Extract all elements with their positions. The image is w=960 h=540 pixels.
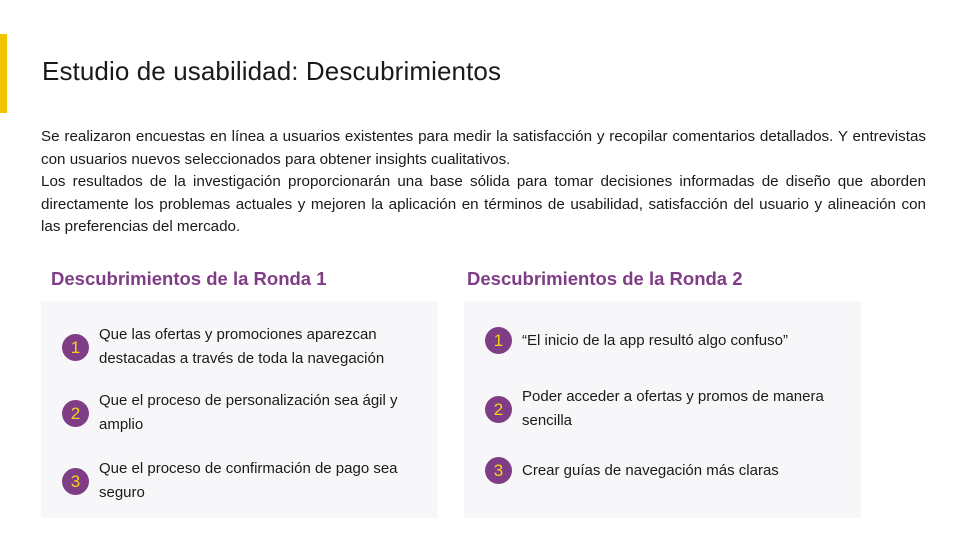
intro-paragraph-2: Los resultados de la investigación proporcionarán una base sólida para tomar decisiones informadas de diseño que aborden directamente los problemas actuales y mejoren la aplicación en términos de usabilidad, satisfacción del usuario y alineación con las preferencias del mercado.	[41, 173, 926, 235]
number-badge: 2	[62, 400, 89, 427]
round-2-finding-3	[485, 457, 845, 484]
number-badge: 3	[62, 468, 89, 495]
number-badge: 2	[485, 396, 512, 423]
round-2-finding-1	[485, 327, 845, 354]
round-2-heading: Descubrimientos de la Ronda 2	[467, 268, 743, 289]
finding-text: Poder acceder a ofertas y promos de manera sencilla	[522, 388, 824, 429]
round-1-panel	[41, 301, 438, 518]
slide-title: Estudio de usabilidad: Descubrimientos	[42, 56, 502, 86]
finding-text: Que el proceso de personalización sea ágil y amplio	[99, 392, 398, 433]
finding-text: “El inicio de la app resultó algo confuso”	[522, 331, 788, 349]
round-1-finding-2	[62, 389, 422, 437]
accent-bar	[0, 34, 7, 113]
round-2-finding-2	[485, 385, 845, 433]
number-badge: 1	[62, 334, 89, 361]
finding-text: Crear guías de navegación más claras	[522, 461, 779, 479]
intro-paragraph-1: Se realizaron encuestas en línea a usuarios existentes para medir la satisfacción y recopilar comentarios detallados. Y entrevistas con usuarios nuevos seleccionados para obtener insights cualitativos.	[41, 128, 926, 168]
intro-text	[41, 126, 926, 239]
number-badge: 1	[485, 327, 512, 354]
round-2-panel	[464, 301, 861, 518]
finding-text: Que las ofertas y promociones aparezcan destacadas a través de toda la navegación	[99, 326, 385, 367]
round-1-finding-1	[62, 323, 422, 371]
round-1-heading: Descubrimientos de la Ronda 1	[51, 268, 327, 289]
number-badge: 3	[485, 457, 512, 484]
finding-text: Que el proceso de confirmación de pago sea seguro	[99, 460, 398, 501]
round-1-finding-3	[62, 457, 422, 505]
